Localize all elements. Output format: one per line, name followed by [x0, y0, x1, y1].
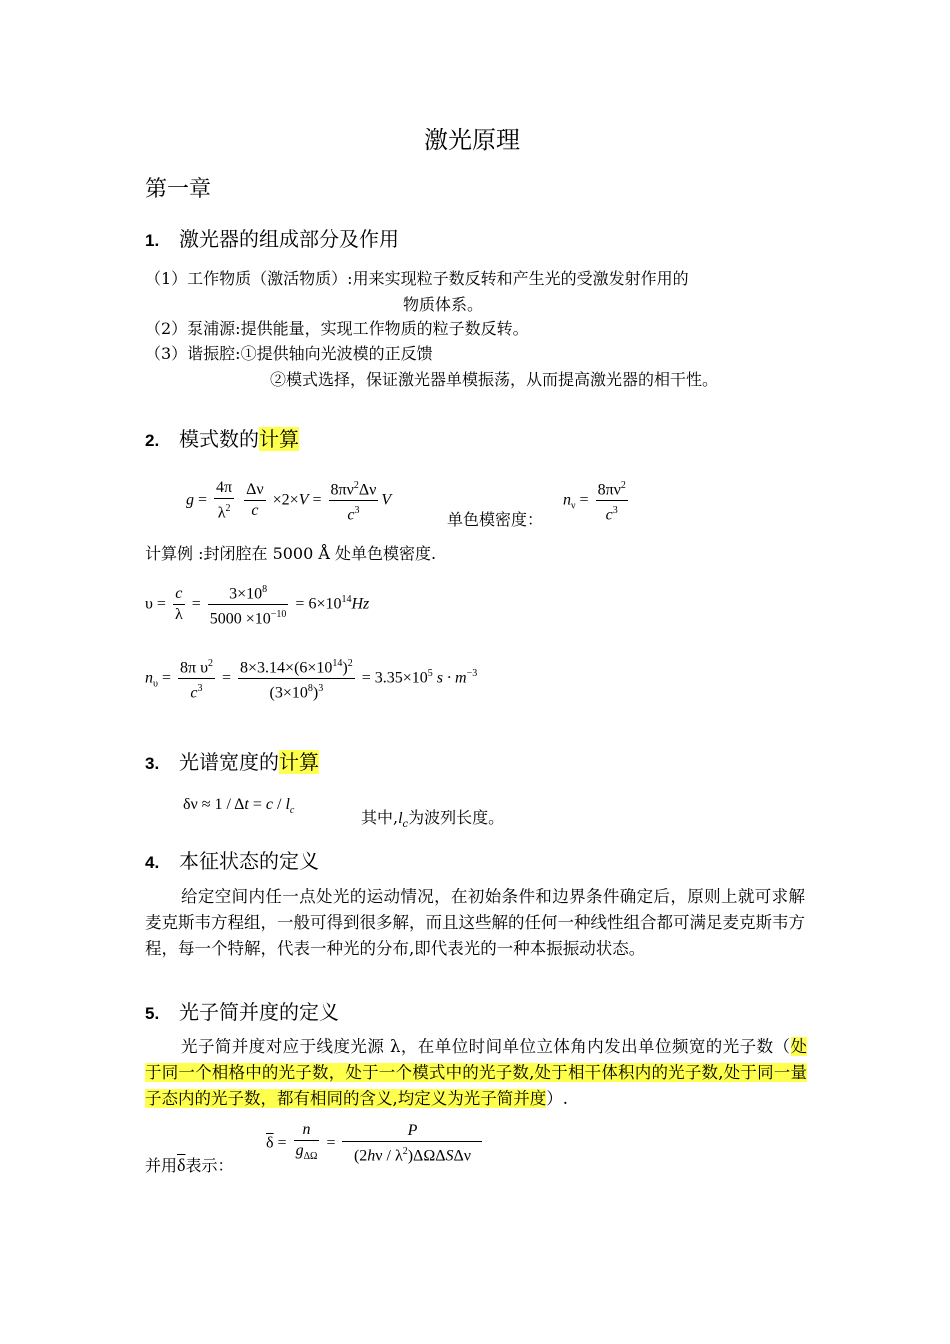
chapter-heading: 第一章	[145, 177, 212, 202]
frac-den-exp: −10	[270, 609, 287, 621]
calc-num-pow: 2	[347, 658, 353, 669]
delta-label: 并用$\overline{\delta}$表示：	[145, 1155, 234, 1175]
section-number: 2.	[145, 431, 160, 450]
section-title: 光谱宽度的	[179, 750, 279, 774]
result-unit-exp: −3	[466, 668, 478, 680]
para-post: ）.	[546, 1089, 568, 1108]
degeneracy-formula: $\overline{\delta}$ = $\frac{n}{g_{\Delta\Omega}}$ = $\frac{P}{(2h\nu / \lambda^2)\Delta\Omega\Delta S\Delta\nu}$	[266, 1120, 485, 1167]
calc-den-pow: 3	[318, 683, 324, 695]
para-pre: 光子简并度对应于线度光源 λ，在单位时间单位立体角内发出单位频宽的光子数（	[181, 1037, 791, 1056]
s1-line3b: ②模式选择，保证激光器单模振荡，从而提高激光器的相干性。	[270, 370, 719, 389]
degeneracy-paragraph	[145, 1034, 807, 1112]
section-number: 1.	[145, 231, 160, 250]
s1-line3: （3）谐振腔:①提供轴向光波模的正反馈	[145, 344, 433, 363]
result-exp: 14	[341, 594, 352, 606]
calc-den-tail: )	[312, 684, 319, 702]
calc-den: (3×10	[269, 684, 308, 702]
paragraph-text: 给定空间内任一点处光的运动情况，在初始条件和边界条件确定后，原则上就可求解麦克斯韦方程组，一般可得到很多解，而且这些解的任何一种线性组合都可满足麦克斯韦方程，每一个特解，代表一种光的分布,即代表光的一种本振振动状态。	[145, 887, 805, 958]
label-post: 表示：	[185, 1156, 234, 1175]
section-number: 5.	[145, 1004, 160, 1023]
section-title: 模式数的	[179, 427, 259, 451]
section-title: 激光器的组成部分及作用	[179, 227, 399, 251]
result-unit: s · m	[436, 669, 467, 687]
section-title: 光子简并度的定义	[179, 1000, 339, 1024]
section-title-highlight: 计算	[259, 427, 299, 451]
result-value: = 3.35×10	[361, 669, 428, 687]
s1-line1b: 物质体系。	[403, 295, 484, 314]
single-mode-label: 单色模密度：	[447, 510, 544, 529]
result-exp: 5	[427, 668, 433, 680]
result-unit: Hz	[351, 595, 370, 613]
section-5-heading	[145, 996, 339, 1025]
eigenstate-paragraph	[145, 884, 805, 962]
frac-num: 3×10	[229, 585, 263, 603]
single-mode-density-formula: $n_\nu$ = $\frac{8\pi\nu^2}{c^3}$	[563, 480, 626, 524]
section-1-heading	[145, 223, 399, 252]
spectral-width-note: 其中$,l_c$为波列长度。	[361, 808, 505, 831]
section-2-heading	[145, 423, 299, 452]
s1-line1: （1）工作物质（激活物质）:用来实现粒子数反转和产生光的受激发射作用的	[145, 269, 689, 288]
section-number: 4.	[145, 853, 160, 872]
section-title: 本征状态的定义	[179, 849, 319, 873]
calc-num-exp: 14	[332, 658, 343, 669]
mode-density-calculation: $n_\upsilon$ = $\frac{8\pi \upsilon^2}{c^3}$ = $\frac{8\times 3.14\times(6\times 10^{14})^2}{(3\times 10^8)^3}$ = $3.35\times 10^5$ $s \cdot m^{-3}$	[145, 658, 478, 702]
calc-num-tail: )	[342, 659, 348, 677]
section-3-heading	[145, 746, 319, 775]
spectral-width-formula: $\delta\nu \approx 1 / \Delta t = c / l_c$	[183, 796, 295, 817]
example-line: 计算例 :封闭腔在 5000 Å 处单色模密度.	[145, 544, 437, 563]
para-highlight: 处于同一个相格中的光子数，处于一个模式中的光子数,处于相干体积内的光子数,处于同一量子态内的光子数，都有相同的含义,均定义为光子简并度	[145, 1037, 807, 1108]
label-pre: 并用	[145, 1156, 178, 1175]
result-value: = 6×10	[295, 595, 342, 613]
section-title-highlight: 计算	[279, 750, 319, 774]
page-title: 激光原理	[424, 126, 520, 154]
note-post: 为波列长度。	[408, 808, 505, 827]
frac-num-exp: 8	[262, 584, 268, 595]
section-number: 3.	[145, 754, 160, 773]
section-4-heading	[145, 845, 319, 874]
note-pre: 其中,	[361, 808, 399, 827]
s1-line2: （2）泵浦源:提供能量，实现工作物质的粒子数反转。	[145, 319, 529, 338]
calc-num: 8×3.14×(6×10	[240, 659, 333, 677]
mode-number-formula: g = $\frac{4\pi}{\lambda^2}$ $\frac{\Delta\nu}{c}$ ×2×V = $\frac{8\pi\nu^2\Delta\nu}{c^3}$ V	[186, 479, 392, 524]
frac-den: 5000 ×10	[209, 610, 271, 628]
frequency-calculation: υ = $\frac{c}{\lambda}$ = $\frac{3\times 10^8}{5000 \times 10^{-10}}$ = $6\times 10^{14}Hz$	[145, 584, 370, 628]
calc-den-exp: 8	[307, 683, 313, 695]
